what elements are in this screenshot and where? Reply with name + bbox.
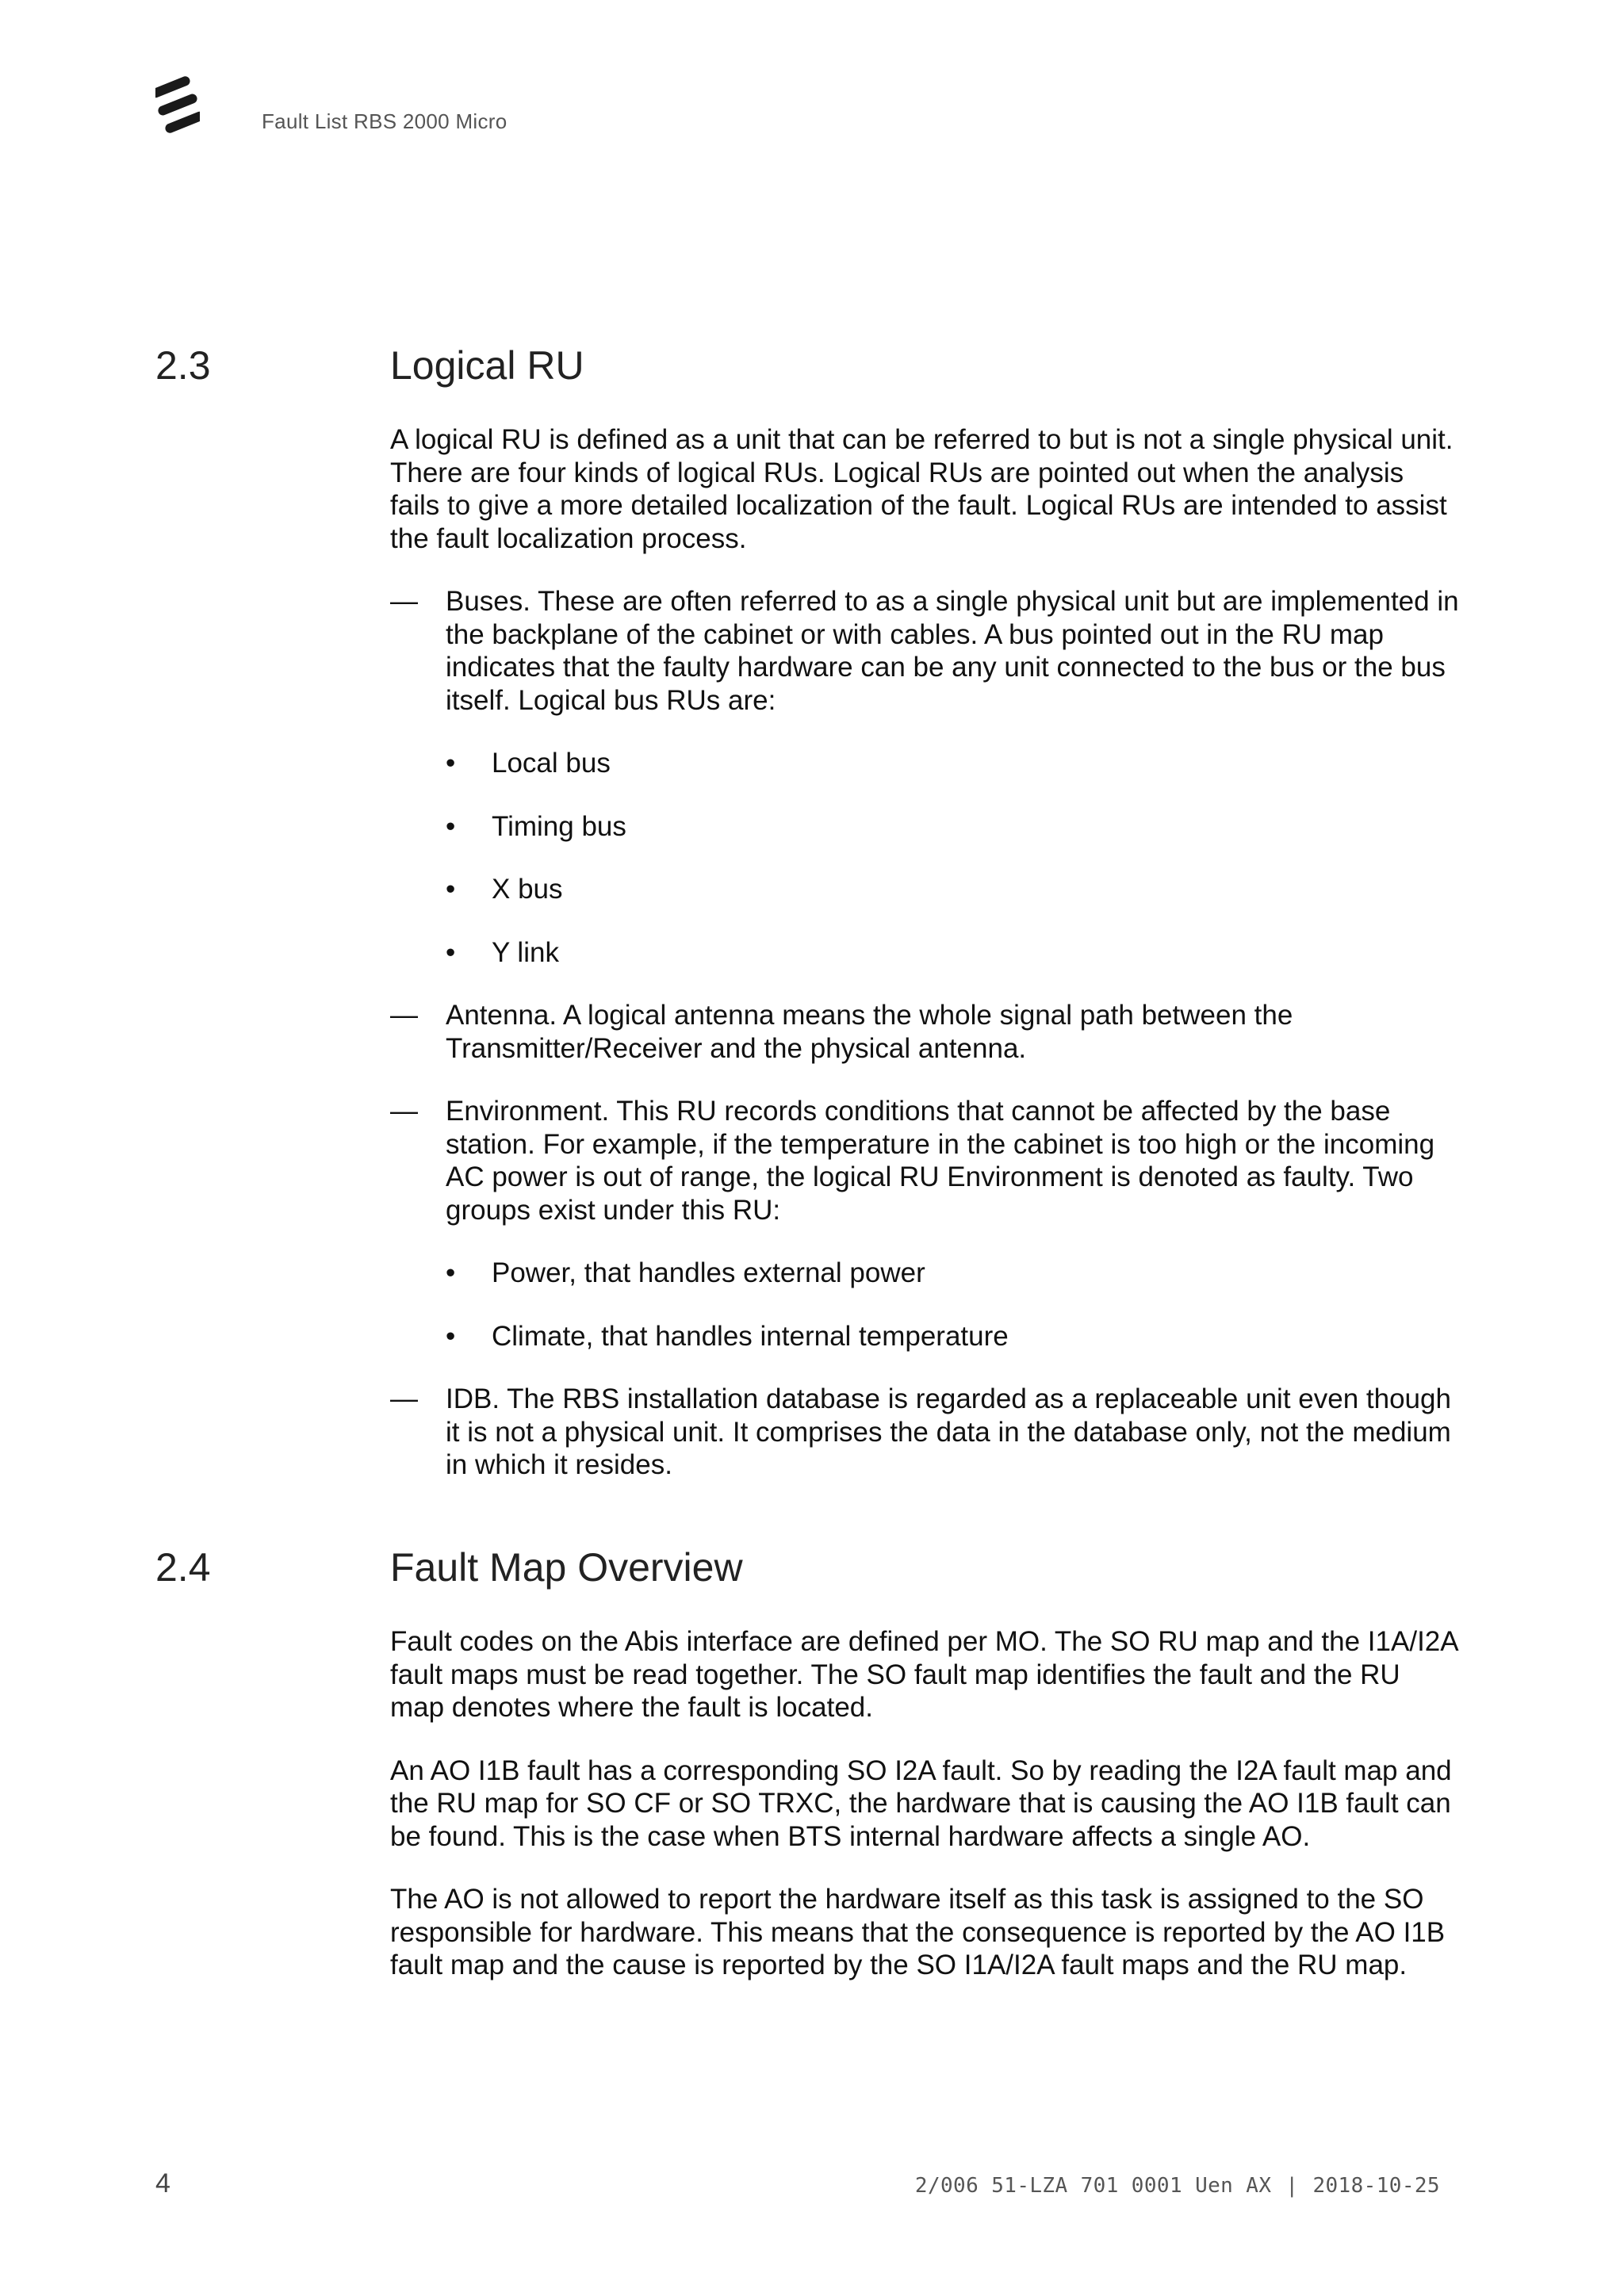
list-item-text: Buses. These are often referred to as a single physical unit but are implemented in the backplane of the cabinet or with cables. A bus pointed out in the RU map indicates that the faulty hardware can be any unit connected to the bus or the bus itself. Logical bus RUs are: bbox=[446, 586, 1459, 716]
section-number: 2.3 bbox=[155, 343, 211, 388]
bullet-dot: • bbox=[446, 748, 456, 779]
paragraph: An AO I1B fault has a corresponding SO I2A fault. So by reading the I2A fault map and the RU map for SO CF or SO TRXC, the hardware that is causing the AO I1B fault can be found. This is the case when BTS internal hardware affects a single AO. bbox=[390, 1755, 1452, 1852]
section-body bbox=[390, 423, 1461, 1512]
section-title: Logical RU bbox=[390, 343, 584, 388]
bullet-text: Local bus bbox=[492, 748, 611, 779]
bullet-text: Y link bbox=[492, 936, 559, 968]
list-item-text: IDB. The RBS installation database is regarded as a replaceable unit even though it is not a physical unit. It comprises the data in the database only, not the medium in which it resides. bbox=[446, 1383, 1451, 1480]
page-number: 4 bbox=[155, 2168, 170, 2198]
dash-list-item bbox=[390, 1095, 1461, 1226]
bullet-dot: • bbox=[446, 874, 456, 905]
list-item-text: Environment. This RU records conditions that cannot be affected by the base station. For example, if the temperature in the cabinet is too high or the incoming AC power is out of range, the logical RU Environment is denoted as faulty. Two groups exist under this RU: bbox=[446, 1096, 1435, 1226]
bullet-item bbox=[390, 936, 1461, 970]
dash-list-item bbox=[390, 585, 1461, 717]
list-item-text: Antenna. A logical antenna means the whole signal path between the Transmitter/Receiver and the physical antenna. bbox=[446, 1000, 1293, 1064]
bullet-item bbox=[390, 810, 1461, 844]
paragraph: The AO is not allowed to report the hardware itself as this task is assigned to the SO responsible for hardware. This means that the consequence is reported by the AO I1B fault map and the cause is reported by the SO I1A/I2A fault maps and the RU map. bbox=[390, 1884, 1446, 1980]
dash-marker: — bbox=[390, 1383, 418, 1414]
paragraph: Fault codes on the Abis interface are defined per MO. The SO RU map and the I1A/I2A fault maps must be read together. The SO fault map identifies the fault and the RU map denotes where the fault is located. bbox=[390, 1626, 1457, 1723]
page-header bbox=[155, 76, 1503, 140]
bullet-dot: • bbox=[446, 936, 456, 968]
bullet-text: Timing bus bbox=[492, 810, 626, 842]
dash-marker: — bbox=[390, 1096, 418, 1127]
bullet-dot: • bbox=[446, 1320, 456, 1352]
ericsson-logo-icon bbox=[155, 76, 200, 133]
document-reference: 2/006 51-LZA 701 0001 Uen AX bbox=[914, 2174, 1272, 2198]
bullet-item bbox=[390, 1320, 1461, 1353]
bullet-text: Power, that handles external power bbox=[492, 1257, 925, 1288]
paragraph: A logical RU is defined as a unit that can be referred to but is not a single physical unit. There are four kinds of logical RUs. Logical RUs are pointed out when the analysis fails to give a more detailed localization of the fault. Logical RUs are intended to assist the fault localization process. bbox=[390, 424, 1454, 554]
dash-list-item bbox=[390, 1383, 1461, 1482]
dash-list-item bbox=[390, 999, 1461, 1065]
bullet-item bbox=[390, 873, 1461, 906]
bullet-text: Climate, that handles internal temperature bbox=[492, 1320, 1009, 1352]
footer-doc-info bbox=[915, 2174, 1440, 2198]
bullet-list bbox=[390, 1257, 1461, 1353]
header-title: Fault List RBS 2000 Micro bbox=[262, 109, 508, 133]
bullet-dot: • bbox=[446, 810, 456, 842]
bullet-item bbox=[390, 747, 1461, 780]
bullet-list bbox=[390, 747, 1461, 969]
dash-marker: — bbox=[390, 586, 418, 617]
bullet-text: X bus bbox=[492, 874, 563, 905]
section-number: 2.4 bbox=[155, 1545, 211, 1590]
section-body bbox=[390, 1625, 1461, 2012]
section-title: Fault Map Overview bbox=[390, 1545, 743, 1590]
bullet-item bbox=[390, 1257, 1461, 1290]
bullet-dot: • bbox=[446, 1257, 456, 1288]
footer-separator: | bbox=[1285, 2174, 1299, 2198]
document-date: 2018-10-25 bbox=[1312, 2174, 1440, 2198]
dash-marker: — bbox=[390, 1000, 418, 1031]
